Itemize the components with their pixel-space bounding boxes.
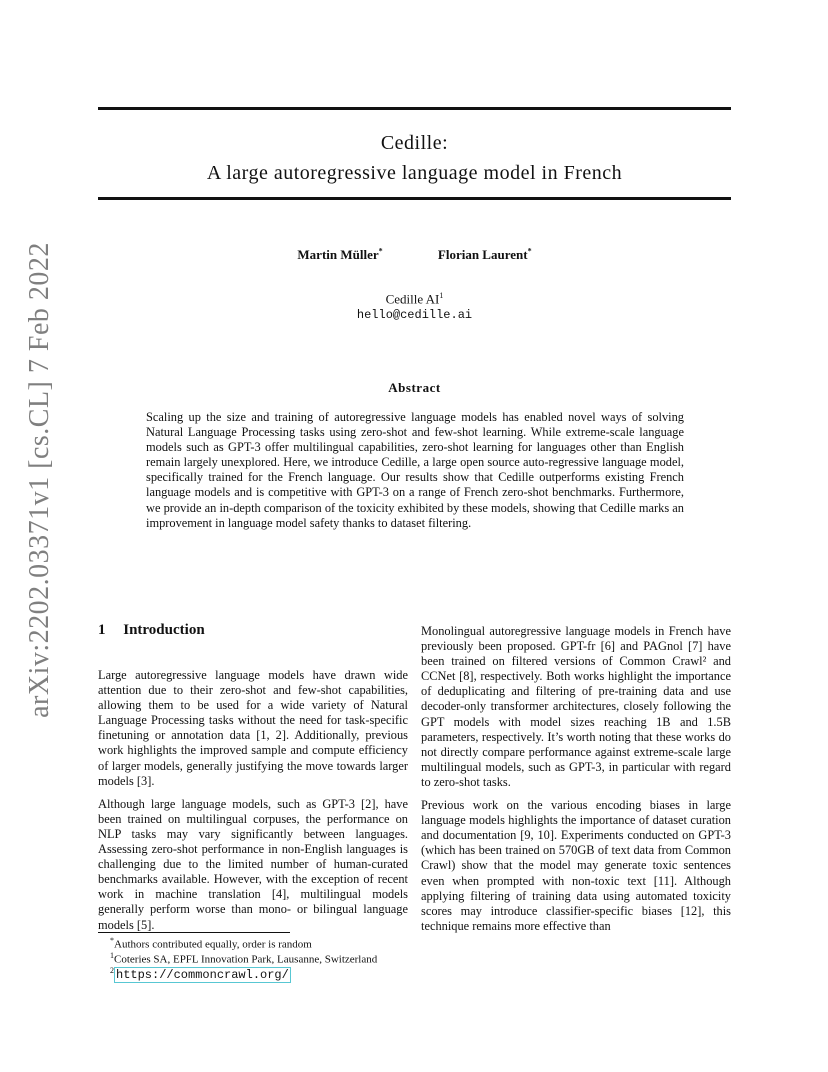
commoncrawl-link[interactable]: https://commoncrawl.org/ xyxy=(116,967,289,982)
affiliation: Cedille $AI^1$ hello@cedille.ai xyxy=(98,288,731,323)
paragraph: Monolingual autoregressive language models in French have previously been proposed. GPT-fr [6] and PAGnol [7] have been trained on filtered versions of Common Crawl² and CCNet [8], respectively. Both works highlight the importance of deduplicating and filtering of pre-training data and use decoder-only transformer architectures, closely following the GPT models with model sizes reaching 1B and 1.5B parameters, respectively. It’s worth noting that these works do not directly compare performance against extreme-scale large multilingual models, such as GPT-3, in particular with regard to zero-shot tasks. xyxy=(421,624,731,789)
title-line-2: A large autoregressive language model in French xyxy=(206,162,623,184)
title-top-rule xyxy=(98,107,731,110)
footnote-2: $^1$Coteries SA, EPFL Innovation Park, Lausanne, Switzerland xyxy=(110,951,378,966)
footnote-3: $^2$ https://commoncrawl.org/ xyxy=(110,966,289,982)
paragraph: Large autoregressive language models have drawn wide attention due to their zero-shot and few-shot capabilities, allowing them to be used for a wide variety of Natural Language Processing tasks without the need for task-specific finetuning or annotation data [1, 2]. Additionally, previous work highlights the improved sample and compute efficiency of larger models, generally justifying the move towards larger models [3]. xyxy=(98,668,408,788)
section-number: 1 xyxy=(98,622,106,638)
title-bottom-rule xyxy=(98,197,731,200)
author-1: Martin Müller* xyxy=(297,247,383,263)
section-title: Introduction xyxy=(123,622,205,638)
abstract-heading: Abstract xyxy=(388,380,441,395)
footnote-rule xyxy=(98,932,290,933)
author-2: Florian Laurent* xyxy=(437,247,532,263)
paragraph: Previous work on the various encoding biases in large language models highlights the importance of dataset curation and documentation [9, 10]. Experiments conducted on GPT-3 (which has been trained on 570GB of text data from Common Crawl) show that the model may generate toxic sentences even when prompted with non-toxic text [11]. Although applying filtering of training data using automated toxicity scores may introduce classifier-specific biases [12], this technique remains more effective than xyxy=(421,798,731,933)
paper-title xyxy=(98,128,731,188)
affiliation-name: Cedille AI xyxy=(385,291,440,307)
title-line-1: Cedille: xyxy=(380,132,449,154)
footnote-1: *Authors contributed equally, order is random xyxy=(110,936,312,951)
author-list xyxy=(98,247,731,263)
contact-email[interactable]: hello@cedille.ai xyxy=(356,308,473,323)
paragraph: Although large language models, such as GPT-3 [2], have been trained on multilingual corpuses, the performance on NLP tasks may vary significantly between languages. Assessing zero-shot performance in non-English languages is challenging due to the limited number of human-curated benchmarks available. However, with the exception of recent work in machine translation [4], multilingual models generally perform worse than mono- or bilingual language models [5]. xyxy=(98,796,408,932)
arxiv-side-label: arXiv:2202.03371v1 [cs.CL] 7 Feb 2022 xyxy=(24,242,55,718)
abstract-text: Scaling up the size and training of autoregressive language models has enabled novel ways of solving Natural Language Processing tasks using zero-shot and few-shot learning. While extreme-scale language models such as GPT-3 offer multilingual capabilities, zero-shot learning for languages other than English remain largely unexplored. Here, we introduce Cedille, a large open source auto-regressive language model, specifically trained for the French language. Our results show that Cedille outperforms existing French language models and is competitive with GPT-3 on a range of French zero-shot benchmarks. Furthermore, we provide an in-depth comparison of the toxicity exhibited by these models, showing that Cedille marks an improvement in language model safety thanks to dataset filtering. xyxy=(146,410,684,530)
right-column xyxy=(421,624,731,942)
section-heading xyxy=(98,622,205,639)
left-column xyxy=(98,668,408,941)
